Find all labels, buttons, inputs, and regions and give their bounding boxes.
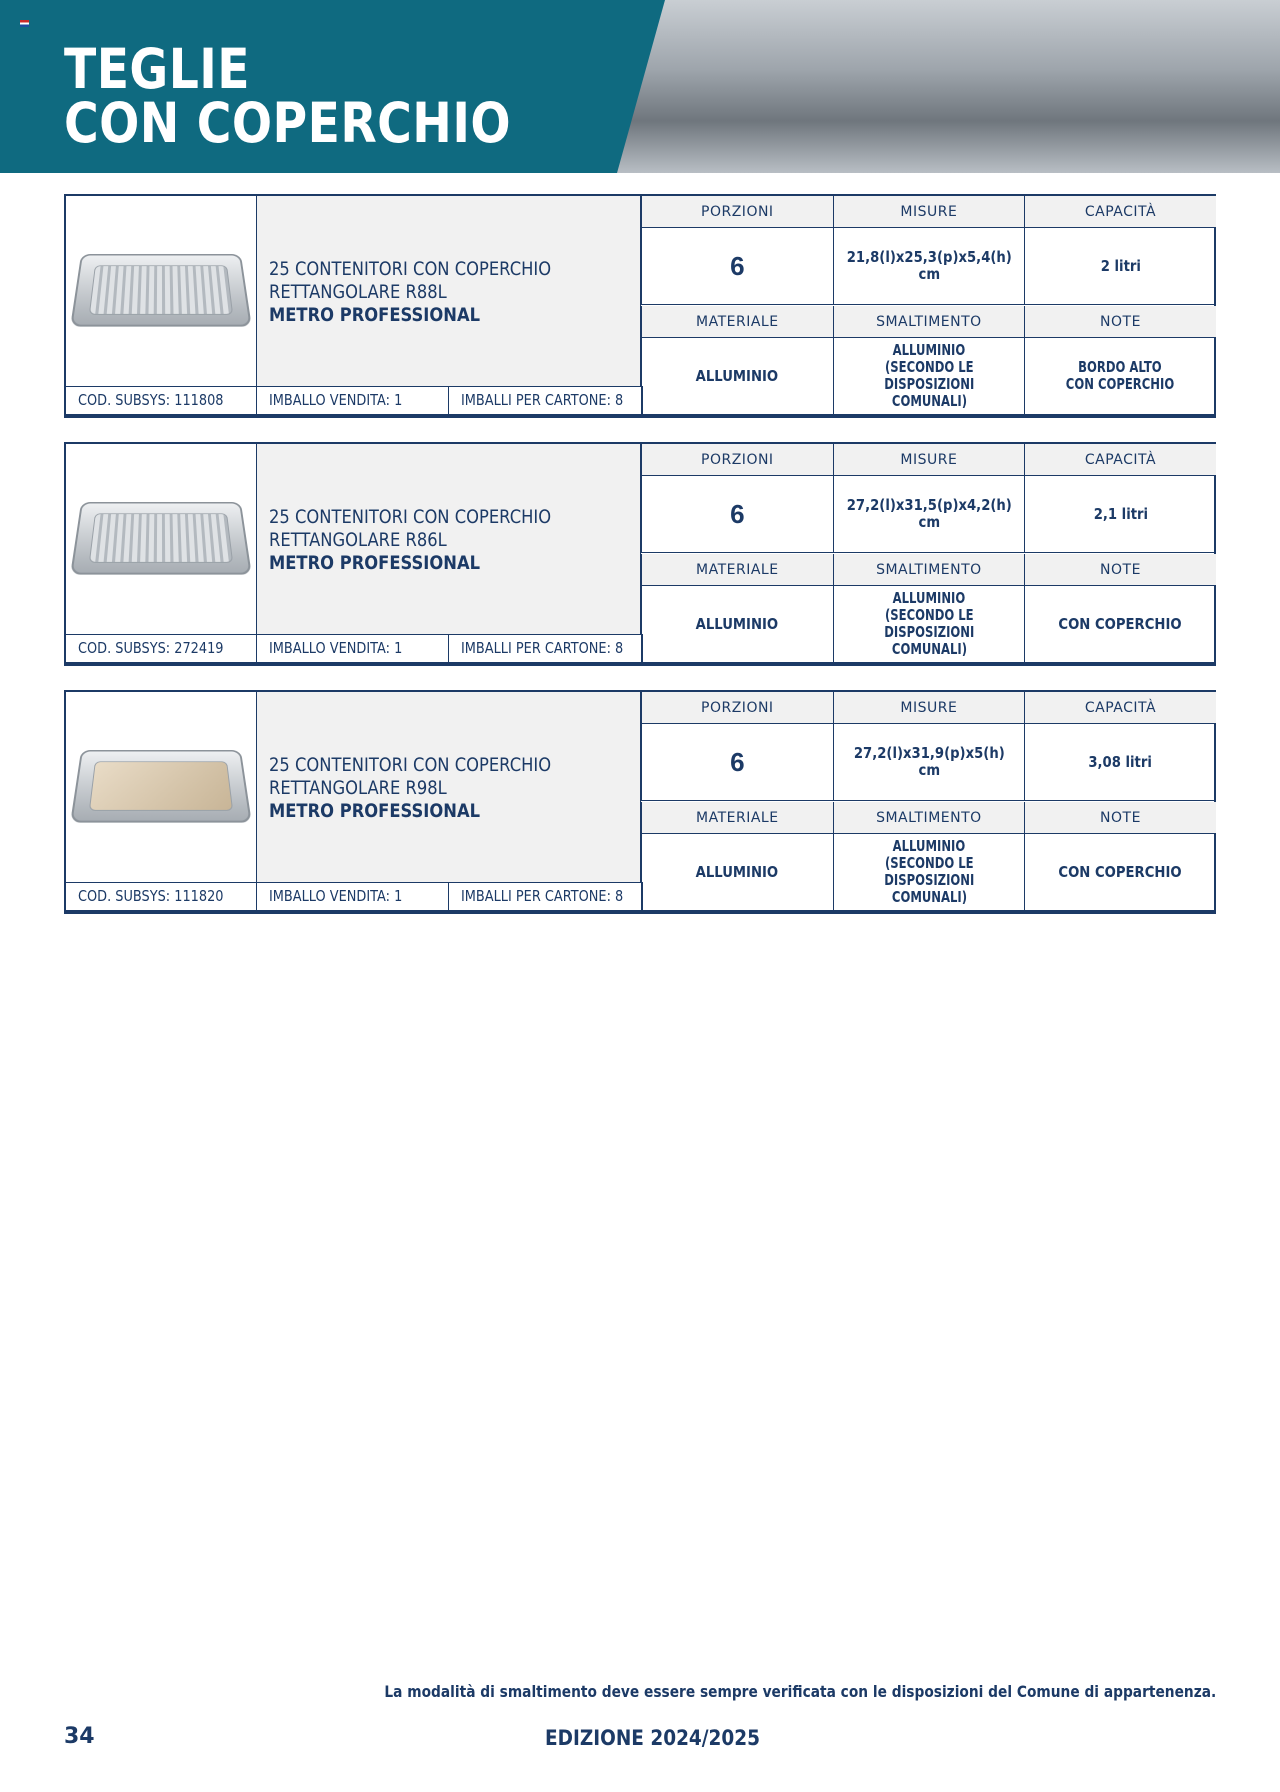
- product-image-cell: [66, 444, 257, 634]
- product-description: [257, 692, 641, 882]
- spec-header-row: [641, 802, 1216, 834]
- value-materiale: ALLUMINIO: [641, 586, 833, 662]
- spec-value-row: [641, 724, 1216, 801]
- product-name-line1: 25 CONTENITORI CON COPERCHIO: [269, 258, 552, 280]
- sales-pack: IMBALLO VENDITA: 1: [257, 387, 449, 414]
- packs-per-carton: IMBALLI PER CARTONE: 8: [449, 635, 643, 662]
- sales-pack: IMBALLO VENDITA: 1: [257, 883, 449, 910]
- page-title: [64, 37, 584, 155]
- label-materiale: MATERIALE: [641, 802, 833, 833]
- label-smaltimento: SMALTIMENTO: [833, 306, 1025, 337]
- label-smaltimento: SMALTIMENTO: [833, 802, 1025, 833]
- label-porzioni: PORZIONI: [641, 196, 833, 227]
- product-card: [64, 442, 1216, 666]
- packs-per-carton: IMBALLI PER CARTONE: 8: [449, 883, 643, 910]
- label-note: NOTE: [1024, 306, 1216, 337]
- product-name-line2: RETTANGOLARE R98L: [269, 777, 447, 799]
- foil-tray-image: [76, 241, 246, 341]
- product-codes: [66, 882, 643, 910]
- product-name-line1: 25 CONTENITORI CON COPERCHIO: [269, 506, 552, 528]
- label-misure: MISURE: [833, 692, 1025, 723]
- label-misure: MISURE: [833, 196, 1025, 227]
- value-materiale: ALLUMINIO: [641, 338, 833, 414]
- sales-pack: IMBALLO VENDITA: 1: [257, 635, 449, 662]
- label-materiale: MATERIALE: [641, 554, 833, 585]
- foil-tray-image: [76, 489, 246, 589]
- spec-table: [641, 196, 1216, 414]
- spec-value-row: [641, 228, 1216, 305]
- page-number: 34: [64, 1724, 95, 1749]
- value-smaltimento: ALLUMINIO (SECONDO LE DISPOSIZIONI COMUNALI): [833, 338, 1025, 414]
- value-capacita: 3,08 litri: [1024, 724, 1216, 800]
- value-capacita: 2,1 litri: [1024, 476, 1216, 552]
- product-codes: [66, 386, 643, 414]
- label-note: NOTE: [1024, 802, 1216, 833]
- product-codes: [66, 634, 643, 662]
- spec-header-row: [641, 444, 1216, 476]
- label-materiale: MATERIALE: [641, 306, 833, 337]
- spec-header-row: [641, 196, 1216, 228]
- value-smaltimento: ALLUMINIO (SECONDO LE DISPOSIZIONI COMUNALI): [833, 586, 1025, 662]
- value-capacita: 2 litri: [1024, 228, 1216, 304]
- value-note: CON COPERCHIO: [1024, 834, 1216, 910]
- value-misure: 21,8(l)x25,3(p)x5,4(h) cm: [833, 228, 1025, 304]
- product-description: [257, 196, 641, 386]
- flag-icon: [20, 20, 29, 27]
- spec-table: [641, 692, 1216, 910]
- product-brand: METRO PROFESSIONAL: [269, 552, 481, 574]
- value-misure: 27,2(l)x31,5(p)x4,2(h) cm: [833, 476, 1025, 552]
- product-brand: METRO PROFESSIONAL: [269, 304, 481, 326]
- product-code: COD. SUBSYS: 111808: [66, 387, 257, 414]
- product-description: [257, 444, 641, 634]
- product-name-line2: RETTANGOLARE R88L: [269, 281, 447, 303]
- packs-per-carton: IMBALLI PER CARTONE: 8: [449, 387, 643, 414]
- page-title-line1: TEGLIE: [64, 37, 251, 101]
- label-capacita: CAPACITÀ: [1024, 692, 1216, 723]
- spec-value-row: [641, 586, 1216, 662]
- product-card: [64, 690, 1216, 914]
- product-code: COD. SUBSYS: 111820: [66, 883, 257, 910]
- value-note: CON COPERCHIO: [1024, 586, 1216, 662]
- spec-value-row: [641, 476, 1216, 553]
- header-photo: [600, 0, 1280, 173]
- disposal-disclaimer: La modalità di smaltimento deve essere sempre verificata con le disposizioni del Comune di appartenenza.: [384, 1682, 1216, 1701]
- value-misure: 27,2(l)x31,9(p)x5(h) cm: [833, 724, 1025, 800]
- spec-header-row: [641, 554, 1216, 586]
- spec-value-row: [641, 834, 1216, 910]
- product-image-cell: [66, 196, 257, 386]
- product-image-cell: [66, 692, 257, 882]
- product-brand: METRO PROFESSIONAL: [269, 800, 481, 822]
- value-smaltimento: ALLUMINIO (SECONDO LE DISPOSIZIONI COMUNALI): [833, 834, 1025, 910]
- value-porzioni: 6: [641, 476, 833, 552]
- spec-header-row: [641, 692, 1216, 724]
- label-misure: MISURE: [833, 444, 1025, 475]
- label-porzioni: PORZIONI: [641, 444, 833, 475]
- value-note: BORDO ALTO CON COPERCHIO: [1024, 338, 1216, 414]
- product-name-line2: RETTANGOLARE R86L: [269, 529, 447, 551]
- edition-label: EDIZIONE 2024/2025: [545, 1726, 760, 1750]
- spec-header-row: [641, 306, 1216, 338]
- spec-table: [641, 444, 1216, 662]
- label-porzioni: PORZIONI: [641, 692, 833, 723]
- value-porzioni: 6: [641, 724, 833, 800]
- product-code: COD. SUBSYS: 272419: [66, 635, 257, 662]
- label-note: NOTE: [1024, 554, 1216, 585]
- product-name-line1: 25 CONTENITORI CON COPERCHIO: [269, 754, 552, 776]
- label-capacita: CAPACITÀ: [1024, 196, 1216, 227]
- label-smaltimento: SMALTIMENTO: [833, 554, 1025, 585]
- value-porzioni: 6: [641, 228, 833, 304]
- page-title-line2: CON COPERCHIO: [64, 91, 511, 155]
- foil-tray-image: [76, 737, 246, 837]
- value-materiale: ALLUMINIO: [641, 834, 833, 910]
- product-card: [64, 194, 1216, 418]
- label-capacita: CAPACITÀ: [1024, 444, 1216, 475]
- header-banner: [0, 0, 1280, 173]
- spec-value-row: [641, 338, 1216, 414]
